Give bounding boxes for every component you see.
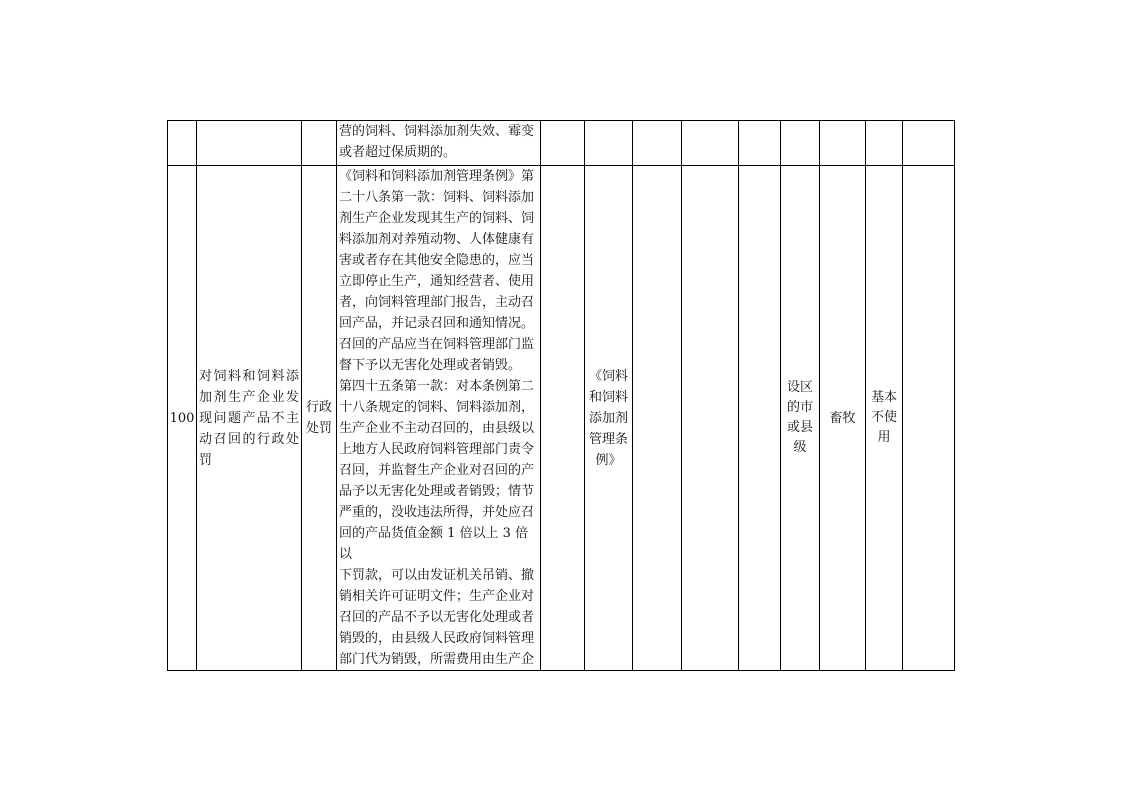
cell-blank <box>541 121 585 166</box>
cell-blank <box>682 166 739 671</box>
item-usage: 基本不使用 <box>866 166 903 671</box>
cell-blank <box>633 121 682 166</box>
cell-blank <box>682 121 739 166</box>
item-number: 100 <box>168 166 197 671</box>
item-level: 设区的市或县级 <box>781 166 820 671</box>
cell-item-name <box>197 121 302 166</box>
cell-usage <box>866 121 903 166</box>
table-row-100 <box>168 166 955 671</box>
item-name: 对饲料和饲料添加剂生产企业发现问题产品不主动召回的行政处罚 <box>197 166 302 671</box>
cell-blank <box>541 166 585 671</box>
cell-number <box>168 121 197 166</box>
cell-blank <box>633 166 682 671</box>
cell-basis <box>337 166 541 671</box>
cell-blank <box>903 166 955 671</box>
cell-basis <box>337 121 541 166</box>
cell-level <box>781 121 820 166</box>
item-category: 行政处罚 <box>302 166 337 671</box>
table-row-continued <box>168 121 955 166</box>
basis-text-continued: 营的饲料、饲料添加剂失效、霉变 或者超过保质期的。 <box>339 124 535 160</box>
cell-blank <box>903 121 955 166</box>
item-table <box>167 120 955 671</box>
cell-category <box>302 121 337 166</box>
cell-department <box>820 121 866 166</box>
cell-blank <box>739 121 781 166</box>
cell-blank <box>739 166 781 671</box>
item-regulation: 《饲料和饲料添加剂管理条例》 <box>585 166 633 671</box>
basis-text-main: 《饲料和饲料添加剂管理条例》第 二十八条第一款：饲料、饲料添加 剂生产企业发现其生产的饲料、饲 料添加剂对养殖动物、人体健康有 害或者存在其他安全隐患的，应当 立即停止生产，通知经营者、使用 者，向饲料管理部门报告，主动召 回产品，并记录召回和通知情况。 召回的产品应当在饲料管理部门监 督下予以无害化处理或者销毁。 第四十五条第一款：对本条例第二 十八条规定的饲料、饲料添加剂， 生产企业不主动召回的，由县级以 上地方人民政府饲料管理部门责令 召回，并监督生产企业对召回的产 品予以无害化处理或者销毁；情节 严重的，没收违法所得，并处应召 回的产品货值金额 1 倍以上 3 倍以 下罚款，可以由发证机关吊销、撤 销相关许可证明文件；生产企业对 召回的产品不予以无害化处理或者 销毁的，由县级人民政府饲料管理 部门代为销毁，所需费用由生产企 <box>339 169 535 667</box>
item-department: 畜牧 <box>820 166 866 671</box>
cell-regulation <box>585 121 633 166</box>
